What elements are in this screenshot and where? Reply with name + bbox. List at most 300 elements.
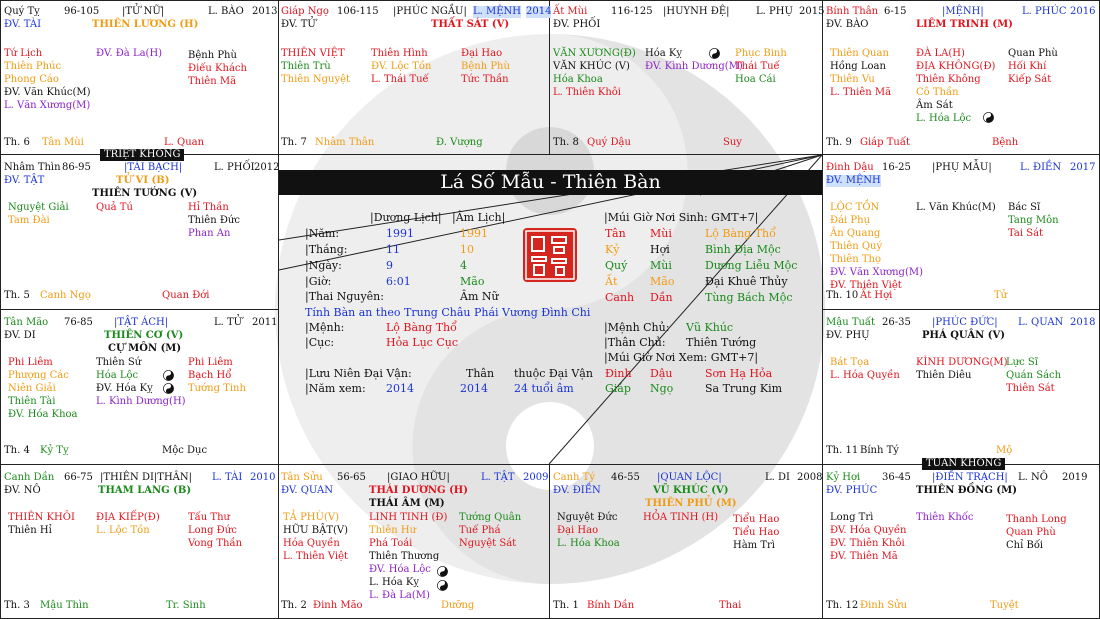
palace-star-label: Th. 12: [826, 600, 859, 611]
palace-star-label: ĐỊA KIẾP(Đ): [96, 512, 160, 523]
yin-yang-icon: [437, 580, 448, 591]
can: Canh: [605, 291, 635, 304]
yin-yang-icon: [983, 112, 994, 123]
palace-star-label: 76-85: [64, 317, 93, 328]
seal-stamp: [522, 227, 578, 283]
palace-star-label: Th. 8: [553, 137, 579, 148]
palace-star-label: KÌNH DƯƠNG(M): [916, 357, 1008, 368]
palace-star-label: Tướng Quân: [459, 512, 522, 523]
palace-star-label: ĐV. DI: [4, 330, 36, 341]
chi: Mùi: [650, 227, 672, 240]
palace-star-label: 2017: [1070, 162, 1096, 173]
palace-star-label: Kỷ Hợi: [826, 472, 861, 483]
palace-star-label: Thiên Mã: [188, 76, 237, 87]
palace-star-label: Thiên Nguyệt: [281, 74, 351, 85]
palace-star-label: Thanh Long: [1006, 514, 1067, 525]
palace-star-label: ĐV. ĐIỀN: [553, 485, 601, 496]
palace-star-label: L. Hóa Khoa: [557, 538, 620, 549]
menh-value: Lộ Bàng Thổ: [386, 321, 457, 334]
cuc-label: |Cục:: [305, 336, 335, 349]
palace-star-label: Thiên Quý: [830, 241, 883, 252]
palace-star-label: ĐV. QUAN: [281, 485, 334, 496]
palace-star-label: Th. 10: [826, 290, 859, 301]
palace-star-label: ĐV. PHỤ: [826, 330, 870, 341]
palace-star-label: Nhâm Thân: [315, 137, 375, 148]
palace-star-label: CỰ MÔN (M): [108, 343, 182, 354]
palace-star-label: Thiên Không: [916, 74, 981, 85]
palace-star-label: 66-75: [64, 472, 93, 483]
palace-star-label: Tuế Phá: [459, 525, 501, 536]
palace-star-label: Niên Giải: [8, 383, 56, 394]
palace-star-label: Nhâm Thìn: [4, 162, 61, 173]
palace-star-label: Quả Tú: [96, 202, 133, 213]
palace-star-label: L. Đà La(M): [369, 590, 430, 601]
palace-star-label: Kỷ Tỵ: [40, 445, 69, 456]
palace-star-label: LIÊM TRINH (M): [916, 19, 1013, 30]
palace-star-label: Bính Dần: [587, 600, 635, 611]
palace-star-label: Bệnh Phù: [461, 61, 510, 72]
palace-star-label: TỬ VI (B): [116, 175, 170, 186]
date-lunar: 1991: [460, 227, 488, 240]
palace-star-label: Thiên Hỉ: [8, 525, 52, 536]
palace-star-label: ĐV. Thiên Mã: [830, 551, 898, 562]
palace-star-label: L. Văn Khúc(M): [916, 202, 996, 213]
palace-star-label: Quý Tỵ: [4, 6, 40, 17]
palace-star-label: L. Thiên Việt: [283, 551, 349, 562]
palace-star-label: L. Hóa Quyền: [830, 370, 900, 381]
palace-star-label: ĐV. Lộc Tồn: [371, 61, 432, 72]
palace-star-label: 2011: [252, 317, 278, 328]
palace-star-label: ĐV. PHÚC: [826, 485, 878, 496]
palace-star-label: Ân Quang: [830, 228, 881, 239]
palace-star-label: Thiên Phúc: [4, 61, 62, 72]
palace-star-label: L. PHÚC: [1022, 6, 1067, 17]
palace-star-label: Nguyệt Giải: [8, 202, 69, 213]
palace-star-label: Hỉ Thần: [188, 202, 229, 213]
palace-star-label: 46-55: [611, 472, 640, 483]
palace-star-label: 2018: [1070, 317, 1096, 328]
palace-star-label: Thai: [719, 600, 742, 611]
date-solar: 9: [386, 259, 393, 272]
palace-star-label: Vong Thần: [188, 538, 243, 549]
palace-star-label: Canh Dần: [4, 472, 55, 483]
palace-star-label: L. TÀI: [212, 472, 243, 483]
palace-star-label: Tân Mùi: [42, 137, 84, 148]
palace-star-label: Phục Binh: [735, 48, 787, 59]
triet-khong-marker: TRIỆT KHÔNG: [100, 149, 184, 161]
chart-title: Lá Số Mẫu - Thiên Bàn: [279, 170, 822, 195]
palace-star-label: Hóa Lộc: [96, 370, 139, 381]
palace-star-label: Hóa Quyền: [283, 538, 340, 549]
palace-star-label: Quan Đới: [162, 290, 210, 301]
yin-yang-icon: [163, 370, 174, 381]
nap-am: Bình Địa Mộc: [705, 243, 781, 256]
palace-star-label: Phá Toái: [369, 538, 413, 549]
luu-nien-than: Thân: [466, 367, 495, 380]
palace-star-label: L. Văn Xương(M): [4, 100, 91, 111]
palace-star-label: Mộ: [996, 445, 1013, 456]
date-label: |Năm:: [305, 227, 340, 240]
palace-star-label: 2010: [250, 472, 276, 483]
palace-star-label: Bính Tý: [860, 445, 899, 456]
palace-star-label: Th. 3: [4, 600, 30, 611]
palace-star-label: Thiên Thương: [369, 551, 440, 562]
palace-star-label: ĐV. TẬT: [4, 175, 45, 186]
palace-star-label: |THIÊN DI|THÂN|: [100, 472, 193, 483]
palace-star-label: ĐV. NÔ: [4, 485, 41, 496]
palace-c4: [826, 6, 1094, 152]
palace-star-label: Tr. Sinh: [166, 600, 206, 611]
palace-star-label: THIÊN LƯƠNG (H): [92, 19, 199, 30]
palace-star-label: VŨ KHÚC (V): [653, 485, 729, 496]
palace-star-label: THÁI ÂM (M): [369, 498, 445, 509]
palace-star-label: |PHỤ MẪU|: [932, 162, 992, 173]
palace-star-label: LINH TINH (Đ): [369, 512, 448, 523]
palace-c6: [826, 162, 1094, 308]
palace-star-label: 36-45: [882, 472, 911, 483]
nam-xem-2: 2014: [460, 382, 488, 395]
yin-yang-icon: [709, 48, 720, 59]
nam-xem-age: 24 tuổi âm: [514, 382, 574, 395]
palace-star-label: Th. 11: [826, 445, 859, 456]
palace-star-label: Thiên Trù: [281, 61, 331, 72]
chi: Hợi: [650, 243, 670, 256]
palace-star-label: Long Trì: [830, 512, 874, 523]
palace-star-label: Tiểu Hao: [733, 527, 780, 538]
palace-star-label: Hàm Trì: [733, 540, 775, 551]
palace-star-label: Thiên Đức: [188, 215, 240, 226]
palace-star-label: Canh Tý: [553, 472, 595, 483]
palace-star-label: Quan Phù: [1006, 527, 1056, 538]
xem-can: Đinh: [605, 367, 632, 380]
palace-star-label: L. QUAN: [1018, 317, 1064, 328]
palace-star-label: Mộc Dục: [162, 445, 208, 456]
palace-star-label: L. PHỤ: [756, 6, 793, 17]
palace-star-label: Thiên Vu: [830, 74, 875, 85]
menh-chu-label: |Mệnh Chủ:: [604, 321, 670, 334]
palace-star-label: Đinh Dậu: [826, 162, 874, 173]
palace-star-label: 2016: [1070, 6, 1096, 17]
timezone-birth: |Múi Giờ Nơi Sinh: GMT+7|: [604, 211, 759, 224]
palace-star-label: 2019: [1062, 472, 1088, 483]
palace-star-label: ĐV. Hóa Kỵ: [96, 383, 153, 394]
than-chu-value: Thiên Tướng: [686, 336, 757, 349]
palace-star-label: Tân Mão: [4, 317, 49, 328]
palace-star-label: ĐV. Thiên Khôi: [830, 538, 905, 549]
can: Kỷ: [605, 243, 620, 256]
xem-chi: Ngọ: [650, 382, 674, 395]
palace-star-label: Phi Liêm: [8, 357, 53, 368]
palace-star-label: L. Thiên Mã: [830, 87, 892, 98]
palace-star-label: ĐV. Văn Khúc(M): [4, 87, 91, 98]
palace-star-label: |ĐIỀN TRẠCH|: [932, 472, 1008, 483]
palace-star-label: Tuyệt: [990, 600, 1019, 611]
palace-star-label: |PHÚC NGẦU|: [393, 6, 467, 17]
palace-star-label: Th. 4: [4, 445, 30, 456]
palace-star-label: Kiếp Sát: [1008, 74, 1052, 85]
palace-star-label: Phi Liêm: [188, 357, 233, 368]
palace-star-label: Thiên Hư: [369, 525, 417, 536]
palace-star-label: Tức Thần: [461, 74, 509, 85]
palace-star-label: 2014: [526, 6, 552, 17]
palace-star-label: HỎA TINH (H): [643, 512, 719, 523]
palace-star-label: ĐV. BÀO: [826, 19, 869, 30]
palace-star-label: Ất Mùi: [553, 6, 588, 17]
palace-star-label: Long Đức: [188, 525, 237, 536]
palace-star-label: Cô Thần: [916, 87, 959, 98]
palace-star-label: Th. 9: [826, 137, 852, 148]
palace-star-label: Giáp Ngọ: [281, 6, 329, 17]
tinh-ban-note: Tính Bàn an theo Trung Châu Phái Vương Đình Chi: [305, 306, 591, 319]
palace-star-label: Đinh Sửu: [860, 600, 908, 611]
palace-star-label: 2015: [799, 6, 825, 17]
timezone-view: |Múi Giờ Nơi Xem: GMT+7|: [604, 351, 759, 364]
palace-star-label: TẢ PHÙ(V): [283, 512, 339, 523]
palace-star-label: Nguyệt Đức: [557, 512, 618, 523]
palace-star-label: Lực Sĩ: [1006, 357, 1038, 368]
palace-star-label: Tam Đài: [8, 215, 50, 226]
palace-star-label: Thiên Diêu: [916, 370, 972, 381]
nap-am: Lộ Bàng Thổ: [705, 227, 776, 240]
palace-star-label: PHÁ QUÂN (V): [922, 330, 1005, 341]
nap-am: Dương Liễu Mộc: [705, 259, 798, 272]
menh-label: |Mệnh:: [305, 321, 345, 334]
palace-star-label: 106-115: [337, 6, 379, 17]
date-solar: 11: [386, 243, 400, 256]
palace-star-label: Đ. Vượng: [436, 137, 483, 148]
palace-star-label: Th. 1: [553, 600, 579, 611]
luu-nien-label: |Lưu Niên Đại Vận:: [305, 367, 412, 380]
xem-nap-am: Sa Trung Kim: [705, 382, 783, 395]
palace-star-label: HỮU BẬT(V): [283, 525, 349, 536]
date-lunar: Mão: [460, 275, 485, 288]
cuc-value: Hỏa Lục Cục: [386, 336, 458, 349]
palace-star-label: Mậu Tuất: [826, 317, 876, 328]
palace-star-label: L. Lộc Tồn: [96, 525, 150, 536]
palace-star-label: |TỬ NỮ|: [122, 6, 165, 17]
palace-star-label: Quán Sách: [1006, 370, 1062, 381]
palace-star-label: ĐỊA KHÔNG(Đ): [916, 61, 996, 72]
date-lunar: 4: [460, 259, 467, 272]
palace-star-label: Thái Tuế: [735, 61, 780, 72]
palace-star-label: Hối Khí: [1008, 61, 1047, 72]
date-label: |Ngày:: [305, 259, 342, 272]
can: Quý: [605, 259, 628, 272]
palace-star-label: VĂN KHÚC (V): [553, 61, 630, 72]
palace-star-label: |GIAO HỮU|: [387, 472, 450, 483]
palace-star-label: 96-105: [64, 6, 100, 17]
palace-star-label: THIÊN ĐỒNG (M): [916, 485, 1017, 496]
palace-star-label: Đại Hao: [557, 525, 599, 536]
palace-star-label: Bạch Hổ: [188, 370, 232, 381]
palace-star-label: Hóa Kỵ: [645, 48, 683, 59]
palace-star-label: ĐV. TÀI: [4, 19, 42, 30]
can: Tân: [605, 227, 626, 240]
palace-star-label: Suy: [723, 137, 742, 148]
nam-xem-1: 2014: [386, 382, 414, 395]
palace-c1: [4, 6, 278, 152]
palace-star-label: Mậu Thìn: [40, 600, 89, 611]
palace-star-label: VĂN XƯƠNG(Đ): [553, 48, 636, 59]
xem-nap-am: Sơn Hạ Hỏa: [705, 367, 773, 380]
palace-star-label: L. TỬ: [214, 317, 243, 328]
palace-star-label: ĐV. Thiên Việt: [830, 280, 902, 291]
palace-c12: [826, 472, 1094, 618]
palace-star-label: |TẬT ÁCH|: [114, 317, 169, 328]
palace-star-label: Hóa Khoa: [553, 74, 603, 85]
palace-star-label: Th. 5: [4, 290, 30, 301]
palace-star-label: 16-25: [882, 162, 911, 173]
palace-star-label: Thiên Sứ: [96, 357, 142, 368]
date-lunar: 10: [460, 243, 474, 256]
palace-star-label: Đinh Mão: [313, 600, 363, 611]
palace-star-label: ĐV. MỆNH: [826, 175, 881, 186]
chi: Dần: [650, 291, 673, 304]
yin-yang-icon: [163, 383, 174, 394]
palace-star-label: Canh Ngọ: [40, 290, 91, 301]
palace-star-label: L. Kình Dương(H): [96, 396, 186, 407]
palace-star-label: Thiên Sát: [1006, 383, 1055, 394]
palace-c7: [4, 317, 278, 463]
nap-am: Đại Khuê Thủy: [705, 275, 788, 288]
palace-star-label: Tứ Lịch: [4, 48, 43, 59]
menh-chu-value: Vũ Khúc: [686, 321, 734, 334]
palace-star-label: THIÊN TƯỚNG (V): [92, 188, 198, 199]
palace-star-label: |QUAN LỘC|: [657, 472, 722, 483]
palace-star-label: Bính Thân: [826, 6, 879, 17]
than-chu-label: |Thân Chủ:: [604, 336, 666, 349]
palace-star-label: Âm Sát: [916, 100, 953, 111]
palace-star-label: THIÊN CƠ (V): [104, 330, 184, 341]
palace-star-label: Chỉ Bối: [1006, 540, 1044, 551]
chi: Mão: [650, 275, 675, 288]
palace-star-label: |MỆNH|: [942, 6, 984, 17]
palace-star-label: L. BÀO: [208, 6, 244, 17]
palace-star-label: L. Thiên Khôi: [553, 87, 621, 98]
palace-star-label: Tử: [994, 290, 1008, 301]
palace-star-label: ĐV. Đà La(H): [96, 48, 163, 59]
xem-can: Giáp: [605, 382, 631, 395]
nap-am: Tùng Bách Mộc: [705, 291, 793, 304]
palace-star-label: 26-35: [882, 317, 911, 328]
palace-star-label: L. Hóa Lộc: [916, 113, 972, 124]
palace-star-label: ĐV. Hóa Lộc: [369, 564, 431, 575]
palace-star-label: Quan Phù: [1008, 48, 1058, 59]
palace-star-label: ĐV. PHỐI: [553, 19, 601, 30]
palace-star-label: Thiên Hình: [371, 48, 428, 59]
palace-star-label: 6-15: [884, 6, 907, 17]
thai-nguyen-value: Âm Nữ: [460, 290, 499, 303]
date-solar: 6:01: [386, 275, 411, 288]
palace-star-label: ĐV. Kình Dương(M): [645, 61, 743, 72]
palace-c5: [4, 162, 280, 308]
palace-star-label: L. MỆNH: [473, 6, 522, 17]
palace-star-label: Thiên Quan: [830, 48, 889, 59]
palace-star-label: THÁI DƯƠNG (H): [369, 485, 468, 496]
palace-c8: [826, 317, 1094, 463]
palace-star-label: Đái Phụ: [830, 215, 871, 226]
palace-star-label: THIÊN KHÔI: [8, 512, 75, 523]
palace-star-label: 116-125: [611, 6, 653, 17]
palace-star-label: Thiên Thọ: [830, 254, 881, 265]
palace-star-label: THIÊN VIỆT: [281, 48, 345, 59]
chi: Mùi: [650, 259, 672, 272]
palace-star-label: L. ĐIỀN: [1020, 162, 1062, 173]
palace-star-label: THẤT SÁT (V): [431, 19, 510, 30]
can: Ất: [605, 275, 618, 288]
palace-star-label: Tiểu Hao: [733, 514, 780, 525]
palace-star-label: L. Thái Tuế: [371, 74, 429, 85]
palace-star-label: |TÀI BẠCH|: [124, 162, 183, 173]
yin-yang-icon: [437, 566, 448, 577]
palace-star-label: Bát Tọa: [830, 357, 870, 368]
palace-star-label: L. Hóa Kỵ: [369, 577, 419, 588]
palace-star-label: Điếu Khách: [188, 63, 247, 74]
am-lich-header: |Âm Lịch|: [452, 211, 506, 224]
xem-chi: Dậu: [650, 367, 673, 380]
palace-star-label: Nguyệt Sát: [459, 538, 517, 549]
palace-star-label: Tang Môn: [1008, 215, 1059, 226]
thai-nguyen-label: |Thai Nguyên:: [305, 290, 384, 303]
palace-star-label: L. TẬT: [481, 472, 515, 483]
palace-star-label: L. DI: [765, 472, 790, 483]
duong-lich-header: |Dương Lịch|: [370, 211, 442, 224]
palace-star-label: ĐV. Hóa Khoa: [8, 409, 78, 420]
date-label: |Tháng:: [305, 243, 348, 256]
palace-star-label: Tai Sát: [1008, 228, 1044, 239]
palace-star-label: Đại Hao: [461, 48, 503, 59]
palace-star-label: Bác Sĩ: [1008, 202, 1041, 213]
palace-star-label: Phan An: [188, 228, 231, 239]
palace-c10: [281, 472, 549, 618]
palace-star-label: 56-65: [337, 472, 366, 483]
palace-star-label: Quý Dậu: [587, 137, 631, 148]
palace-star-label: 2012: [254, 162, 280, 173]
palace-star-label: THIÊN PHỦ (M): [645, 498, 737, 509]
palace-star-label: 86-95: [62, 162, 91, 173]
palace-star-label: L. PHỐI: [214, 162, 255, 173]
palace-star-label: Ất Hợi: [860, 290, 893, 301]
palace-star-label: ĐV. Hóa Quyền: [830, 525, 907, 536]
palace-star-label: Th. 7: [281, 137, 307, 148]
palace-star-label: Dưỡng: [441, 600, 475, 611]
palace-star-label: Phượng Các: [8, 370, 69, 381]
palace-star-label: |PHÚC ĐỨC|: [932, 317, 998, 328]
palace-star-label: Tân Sửu: [281, 472, 323, 483]
palace-c9: [4, 472, 276, 618]
palace-star-label: 2013: [252, 6, 278, 17]
palace-star-label: Hồng Loan: [830, 61, 886, 72]
palace-star-label: THAM LANG (B): [98, 485, 192, 496]
palace-star-label: Thiên Khốc: [916, 512, 974, 523]
date-solar: 1991: [386, 227, 414, 240]
palace-star-label: ĐV. TỬ: [281, 19, 316, 30]
date-label: |Giờ:: [305, 275, 332, 288]
palace-star-label: |HUYNH ĐỆ|: [663, 6, 730, 17]
palace-star-label: Bệnh Phù: [188, 50, 237, 61]
palace-c11: [553, 472, 821, 618]
palace-star-label: ĐÀ LA(H): [916, 48, 965, 59]
palace-star-label: Hoa Cái: [735, 74, 776, 85]
palace-star-label: LỘC TỒN: [830, 202, 880, 213]
nam-xem-label: |Năm xem:: [305, 382, 366, 395]
palace-star-label: L. Quan: [164, 137, 205, 148]
palace-c2: [281, 6, 552, 152]
palace-star-label: Phong Cáo: [4, 74, 59, 85]
palace-star-label: Tấu Thư: [188, 512, 230, 523]
luu-nien-thuoc: thuộc Đại Vận: [514, 367, 593, 380]
palace-star-label: Tướng Tinh: [188, 383, 246, 394]
